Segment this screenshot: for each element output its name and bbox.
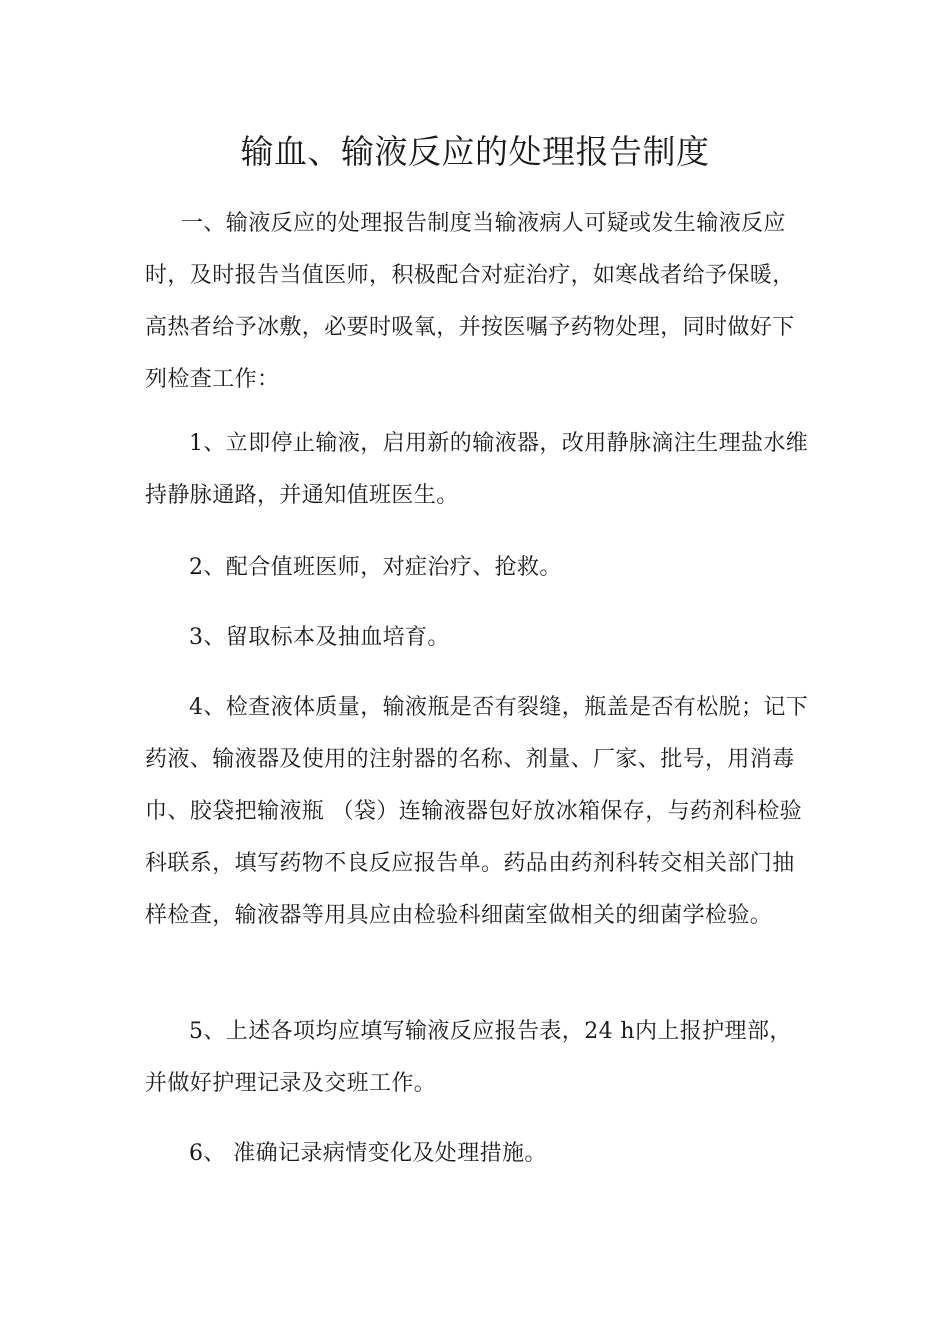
paragraph-item-2: 2、配合值班医师，对症治疗、抢救。 [189,555,562,580]
paragraph-item-4: 4、检查液体质量，输液瓶是否有裂缝，瓶盖是否有松脱；记下药液、输液器及使用的注射器的名称、剂量、厂家、批号，用消毒巾、胶袋把输液瓶 （袋）连输液器包好放冰箱保存，与药剂科检验科联系，填写药物不良反应报告单。药品由药剂科转交相关部门抽样检查，输液器等用具应由检验科细菌室做相关的细菌学检验。 [145,695,809,928]
page-title: 输血、输液反应的处理报告制度 [240,132,710,171]
paragraph-item-1: 1、立即停止输液，启用新的输液器，改用静脉滴注生理盐水维持静脉通路，并通知值班医生。 [145,431,809,508]
paragraph-item-6: 6、 准确记录病情变化及处理措施。 [189,1141,547,1166]
paragraph-intro: 一、输液反应的处理报告制度当输液病人可疑或发生输液反应时，及时报告当值医师，积极配合对症治疗，如寒战者给予保暖，高热者给予冰敷，必要时吸氧，并按医嘱予药物处理，同时做好下列检查工作： [145,211,795,392]
paragraph-item-3: 3、留取标本及抽血培育。 [189,625,450,650]
paragraph-item-5: 5、上述各项均应填写输液反应报告表，24 h内上报护理部，并做好护理记录及交班工作。 [145,1019,792,1096]
